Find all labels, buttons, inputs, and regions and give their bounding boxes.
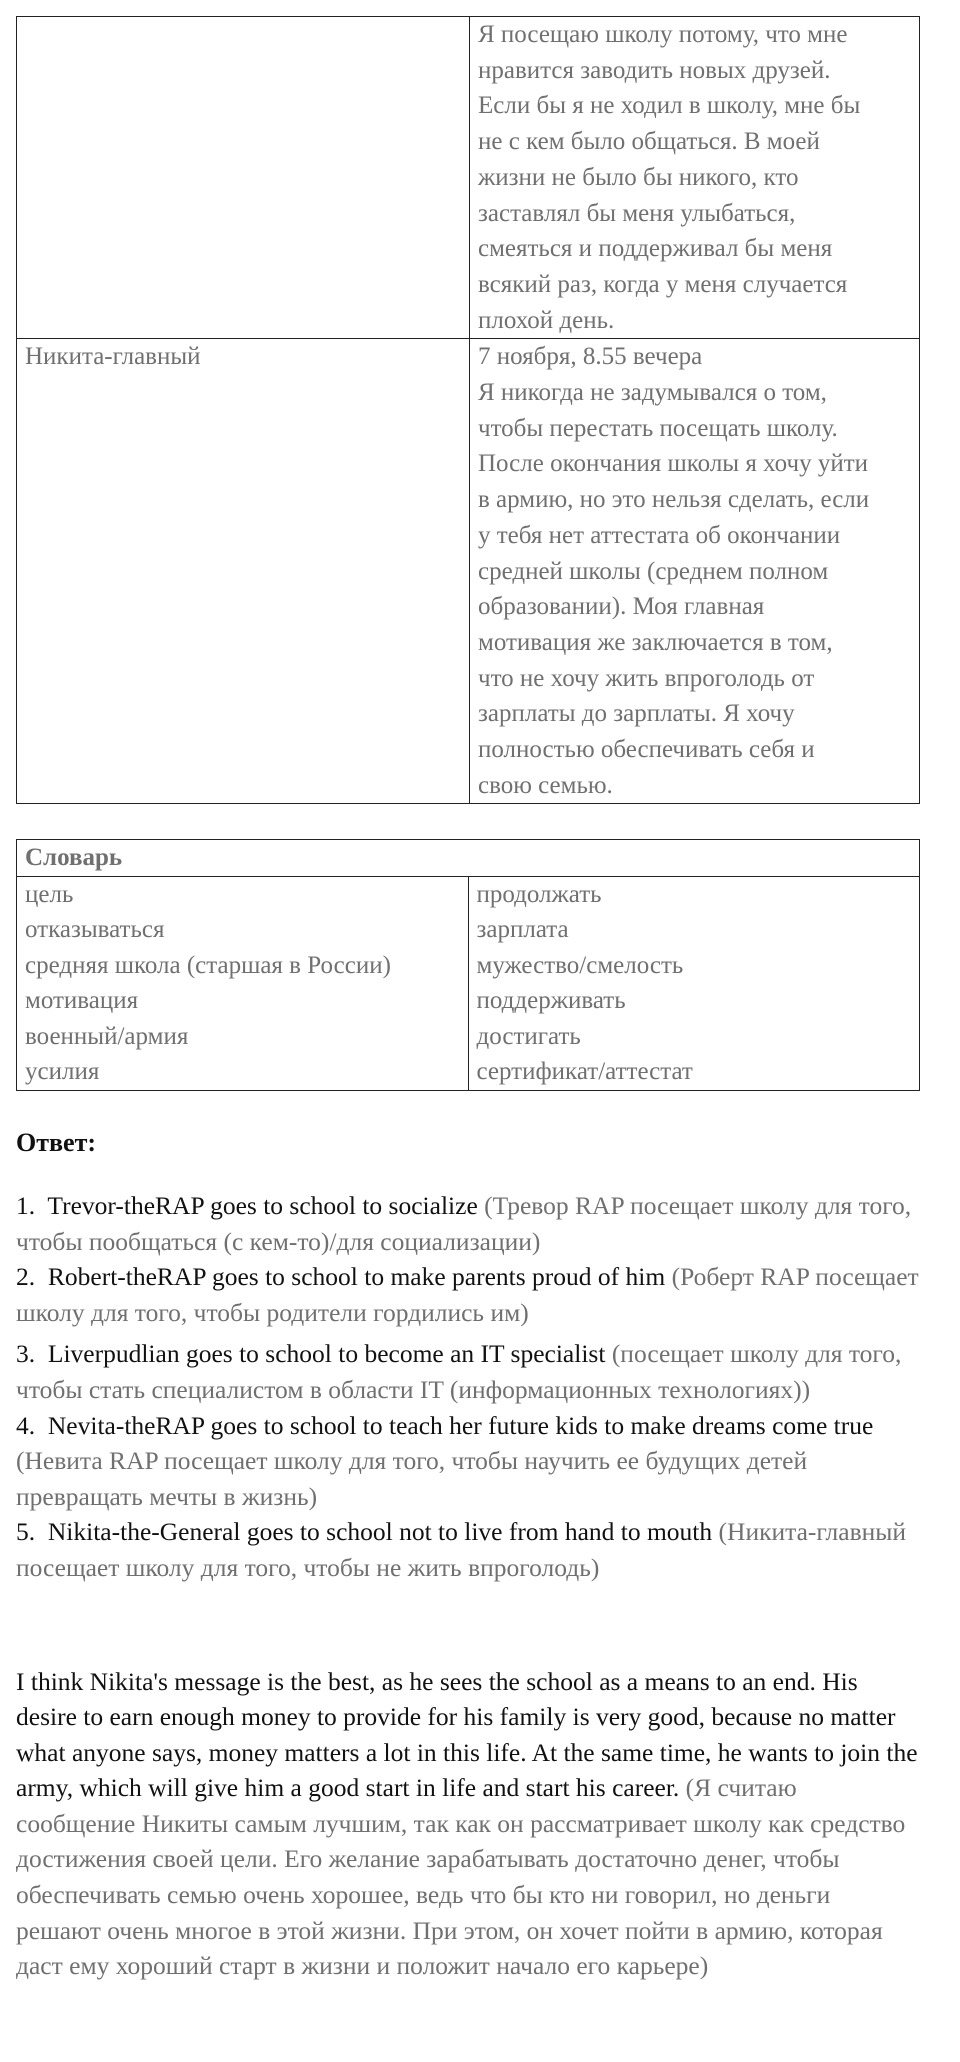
answer-item [16, 1336, 920, 1407]
answer-item [16, 1259, 920, 1330]
glossary-title: Словарь [17, 840, 920, 877]
glossary-word: мужество/смелость [476, 951, 684, 979]
answer-russian: (Никита-главный посещает школу для того, чтобы не жить впроголодь) [16, 1517, 907, 1582]
answer-english: Liverpudlian goes to school to become an IT specialist [47, 1339, 606, 1369]
glossary-word: усилия [25, 1058, 100, 1086]
answer-item [16, 1408, 920, 1515]
glossary-word: поддерживать [476, 987, 626, 1015]
message-cell: Я посещаю школу потому, что мне нравится заводить новых друзей. Если бы я не ходил в школу, мне бы не с кем было общаться. В моей жизни не было бы никого, кто заставлял бы меня улыбаться, смеяться и поддерживал бы меня всякий раз, когда у меня случается плохой день. [470, 17, 920, 339]
answer-russian: (посещает школу для того, чтобы стать специалистом в области IT (информационных технологиях)) [16, 1339, 902, 1404]
answer-number: 1. [16, 1190, 36, 1220]
messages-table [16, 16, 920, 804]
glossary-word: мотивация [25, 987, 139, 1015]
glossary-header-row [17, 840, 920, 877]
glossary-right-column [468, 876, 920, 1090]
answer-list [16, 1188, 920, 1586]
message-cell: 7 ноября, 8.55 вечера Я никогда не задумывался о том, чтобы перестать посещать школу. После окончания школы я хочу уйти в армию, но это нельзя сделать, если у тебя нет аттестата об окончании средней школы (среднем полном образовании). Моя главная мотивация же заключается в том, что не хочу жить впроголодь от зарплаты до зарплаты. Я хочу полностью обеспечивать себя и свою семью. [470, 339, 920, 804]
glossary-word: средняя школа (старшая в России) [25, 951, 391, 979]
answer-english: Robert-theRAP goes to school to make parents proud of him [47, 1262, 666, 1292]
glossary-word: продолжать [476, 880, 602, 908]
table-row [17, 339, 920, 804]
answer-english: Nikita-the-General goes to school not to live from hand to mouth [47, 1517, 713, 1547]
author-cell [17, 17, 470, 339]
answer-russian: (Роберт RAP посещает школу для того, чтобы родители гордились им) [16, 1262, 919, 1327]
answer-english: Trevor-theRAP goes to school to socialize [47, 1190, 478, 1220]
glossary-word: сертификат/аттестат [476, 1058, 693, 1086]
essay-paragraph [16, 1664, 920, 1984]
glossary-word: зарплата [476, 916, 569, 944]
answer-heading: Ответ: [16, 1127, 97, 1157]
glossary-body-row [17, 876, 920, 1090]
answer-item [16, 1188, 920, 1259]
answer-russian: (Невита RAP посещает школу для того, чтобы научить ее будущих детей превращать мечты в жизнь) [16, 1446, 808, 1511]
glossary-left-column [17, 876, 469, 1090]
answer-number: 2. [16, 1262, 36, 1292]
author-cell: Никита-главный [17, 339, 470, 804]
essay-english: I think Nikita's message is the best, as he sees the school as a means to an end. His desire to earn enough money to provide for his family is very good, because no matter what anyone says, money matters a lot in this life. At the same time, he wants to join the army, which will give him a good start in life and start his career. [16, 1666, 918, 1803]
answer-russian: (Тревор RAP посещает школу для того, чтобы пообщаться (с кем-то)/для социализации) [16, 1190, 912, 1256]
document-page [16, 16, 920, 1984]
answer-item [16, 1514, 920, 1585]
glossary-word: отказываться [25, 916, 165, 944]
answer-number: 4. [16, 1410, 36, 1440]
table-row [17, 17, 920, 339]
glossary-word: военный/армия [25, 1022, 189, 1050]
answer-number: 3. [16, 1339, 36, 1369]
glossary-word: достигать [476, 1022, 581, 1050]
glossary-table [16, 839, 920, 1091]
essay-russian: (Я считаю сообщение Никиты самым лучшим, так как он рассматривает школу как средство достижения своей цели. Его желание зарабатывать достаточно денег, чтобы обеспечивать семью очень хорошее, ведь что бы кто ни говорил, но деньги решают очень многое в этой жизни. При этом, он хочет пойти в армию, которая даст ему хороший старт в жизни и положит начало его карьере) [16, 1773, 906, 1981]
answer-number: 5. [16, 1517, 36, 1547]
glossary-word: цель [25, 880, 74, 908]
answer-english: Nevita-theRAP goes to school to teach her future kids to make dreams come true [47, 1410, 874, 1440]
